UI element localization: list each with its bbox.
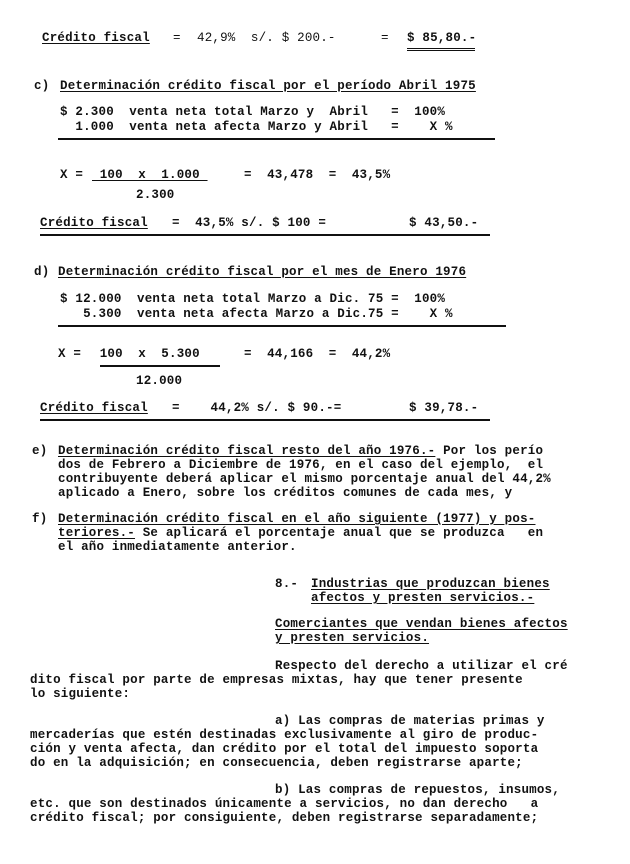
- credit-result: $ 43,50.-: [409, 216, 479, 230]
- paragraph-line: crédito fiscal; por consiguiente, deben registrarse separadamente;: [30, 811, 539, 825]
- section-title: Determinación crédito fiscal resto del año 1976.-: [58, 444, 436, 458]
- section-title: Determinación crédito fiscal en el año siguiente (1977) y pos-: [58, 512, 536, 526]
- credit-result: $ 39,78.-: [409, 401, 479, 415]
- section-heading: Industrias que produzcan bienes: [311, 577, 550, 591]
- credit-label: Crédito fiscal: [40, 401, 148, 415]
- formula-lead: X =: [60, 168, 84, 182]
- section-title: teriores.-: [58, 526, 136, 540]
- credit-label: Crédito fiscal: [40, 216, 148, 230]
- section-title: Determinación crédito fiscal por el período Abril 1975: [60, 79, 476, 93]
- paragraph-line: Respecto del derecho a utilizar el cré: [275, 659, 568, 673]
- item-letter: f): [32, 512, 48, 526]
- paragraph-line: a) Las compras de materias primas y: [275, 714, 545, 728]
- paragraph-line: contribuyente deberá aplicar el mismo porcentaje anual del 44,2%: [58, 472, 551, 486]
- double-underline: [407, 48, 475, 51]
- formula-denominator: 12.000: [136, 374, 183, 388]
- fraction-bar: [100, 365, 220, 367]
- section-heading: y presten servicios.: [275, 631, 430, 645]
- credit-calculation: = 43,5% s/. $ 100 =: [172, 216, 327, 230]
- paragraph-line: do en la adquisición; en consecuencia, deben registrarse aparte;: [30, 756, 523, 770]
- divider-line: [58, 325, 506, 327]
- paragraph-line: [58, 526, 543, 540]
- credit-calculation: = 44,2% s/. $ 90.-=: [172, 401, 342, 415]
- credit-result: $ 85,80.-: [407, 31, 477, 45]
- formula-numerator: 100 x 1.000: [92, 168, 208, 182]
- ratio-row: $ 12.000 venta neta total Marzo a Dic. 75 = 100%: [60, 292, 446, 306]
- credit-calculation: 42,9% s/. $ 200.-: [197, 31, 336, 45]
- formula-denominator: 2.300: [136, 188, 175, 202]
- formula-result: = 43,478 = 43,5%: [244, 168, 391, 182]
- paragraph-line: mercaderías que estén destinadas exclusivamente al giro de produc-: [30, 728, 539, 742]
- paragraph-text: Se aplicará el porcentaje anual que se produzca en: [135, 526, 544, 540]
- ratio-row: 1.000 venta neta afecta Marzo y Abril = X %: [60, 120, 453, 134]
- ratio-row: $ 2.300 venta neta total Marzo y Abril = 100%: [60, 105, 446, 119]
- item-letter: e): [32, 444, 48, 458]
- item-letter: d): [34, 265, 50, 279]
- paragraph-text: Por los perío: [435, 444, 544, 458]
- paragraph-line: dito fiscal por parte de empresas mixtas, hay que tener presente: [30, 673, 523, 687]
- divider-line: [58, 138, 495, 140]
- paragraph-line: etc. que son destinados únicamente a servicios, no dan derecho a: [30, 797, 539, 811]
- divider-line: [40, 234, 490, 236]
- paragraph-line: ción y venta afecta, dan crédito por el total del impuesto soporta: [30, 742, 539, 756]
- paragraph-line: b) Las compras de repuestos, insumos,: [275, 783, 560, 797]
- paragraph-line: [58, 444, 543, 458]
- ratio-row: 5.300 venta neta afecta Marzo a Dic.75 = X %: [60, 307, 453, 321]
- equals-sign: =: [381, 31, 389, 45]
- formula-lead: X =: [58, 347, 82, 361]
- credit-label: Crédito fiscal: [42, 31, 150, 45]
- section-title: Determinación crédito fiscal por el mes de Enero 1976: [58, 265, 467, 279]
- section-number: 8.-: [275, 577, 299, 591]
- formula-result: = 44,166 = 44,2%: [244, 347, 391, 361]
- equals-sign: =: [173, 31, 181, 45]
- paragraph-line: aplicado a Enero, sobre los créditos comunes de cada mes, y: [58, 486, 513, 500]
- divider-line: [40, 419, 490, 421]
- section-heading: Comerciantes que vendan bienes afectos: [275, 617, 568, 631]
- paragraph-line: dos de Febrero a Diciembre de 1976, en el caso del ejemplo, el: [58, 458, 544, 472]
- section-heading: afectos y presten servicios.-: [311, 591, 535, 605]
- item-letter: c): [34, 79, 50, 93]
- formula-numerator: 100 x 5.300: [92, 347, 208, 361]
- paragraph-line: lo siguiente:: [30, 687, 131, 701]
- paragraph-line: el año inmediatamente anterior.: [58, 540, 297, 554]
